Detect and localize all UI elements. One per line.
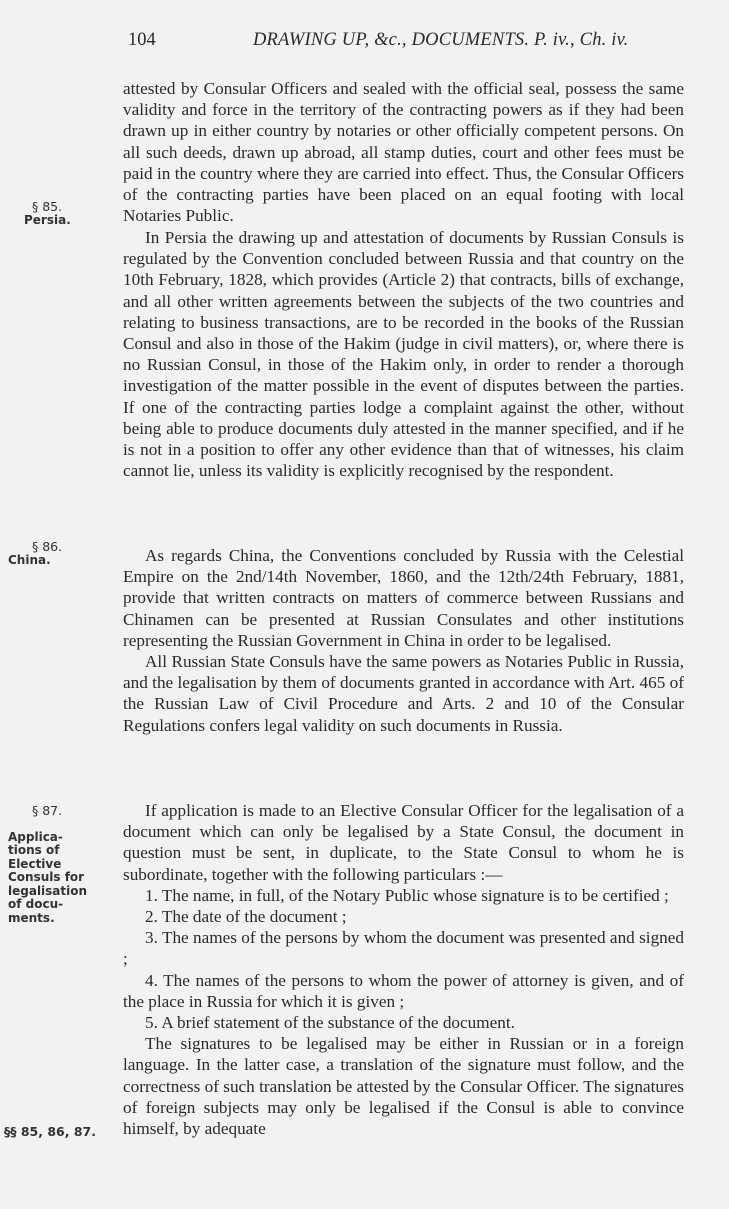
list-item: 3. The names of the persons by whom the document was presented and signed ; bbox=[123, 928, 684, 969]
section-85-text bbox=[123, 227, 684, 481]
margin-section-number: § 86. bbox=[32, 539, 63, 554]
paragraph: attested by Consular Officers and sealed with the official seal, possess the same validity and force in the territory of the contracting powers as if they had been drawn up in either country by notaries or other officially competent persons. On all such deeds, drawn up abroad, all stamp duties, court and other fees must be paid in the country where they are carried into effect. Thus, the Consular Officers of the contracting parties have been placed on an equal footing with local Notaries Public. bbox=[123, 79, 684, 226]
paragraph: In Persia the drawing up and attestation of documents by Russian Consuls is regulated by the Convention concluded between Russia and that country on the 10th February, 1828, which provides (Article 2) that contracts, bills of exchange, and all other written agreements between the subjects of the two countries and relating to business transactions, are to be recorded in the books of the Russian Consul and also in those of the Hakim (judge in civil matters), or, where there is no Russian Consul, in those of the Hakim only, in order to render a thorough investigation of the matter possible in the event of disputes between the parties. If one of the contracting parties lodge a complaint against the other, without being able to produce documents duly attested in the manner specified, and if he is not in a position to offer any other evidence than that of witnesses, his claim cannot lie, unless its validity is explicitly recognised by the respondent. bbox=[123, 228, 684, 481]
running-head: DRAWING UP, &c., DOCUMENTS. P. iv., Ch. iv. bbox=[253, 30, 629, 50]
paragraph: The signatures to be legalised may be either in Russian or in a foreign language. In the latter case, a translation of the signature must follow, and the correctness of such translation be attested by the Consular Officer. The signatures of foreign subjects may only be legalised if the Consul is able to convince himself, by adequate bbox=[123, 1034, 684, 1139]
list-item: 4. The names of the persons to whom the power of attorney is given, and of the place in Russia for which it is given ; bbox=[123, 970, 684, 1011]
paragraph: All Russian State Consuls have the same powers as Notaries Public in Russia, and the legalisation by them of documents granted in accordance with Art. 465 of the Russian Law of Civil Procedure and Arts. 2 and 10 of the Consular Regulations confers legal validity on such documents in Russia. bbox=[123, 652, 684, 735]
section-87-text bbox=[123, 800, 684, 1139]
margin-title: Persia. bbox=[24, 212, 71, 227]
margin-note-86 bbox=[8, 540, 120, 567]
paragraph-continuation bbox=[123, 78, 684, 226]
paragraph: As regards China, the Conventions concluded by Russia with the Celestial Empire on the 2nd/14th November, 1860, and the 12th/24th February, 1881, provide that written contracts on matters of commerce between Russians and Chinamen can be presented at Russian Consulates and other institutions representing the Russian Government in China in order to be legalised. bbox=[123, 546, 684, 650]
page-number: 104 bbox=[128, 30, 156, 50]
section-86-text bbox=[123, 545, 684, 736]
list-item: 5. A brief statement of the substance of the document. bbox=[145, 1013, 515, 1033]
signature-mark: §§ 85, 86, 87. bbox=[4, 1124, 96, 1139]
page-header bbox=[128, 30, 708, 54]
margin-title: Applica- tions of Elective Consuls for legalisation of docu- ments. bbox=[8, 829, 88, 925]
list-item: 2. The date of the document ; bbox=[145, 907, 347, 927]
list-item: 1. The name, in full, of the Notary Public whose signature is to be certified ; bbox=[145, 885, 669, 905]
margin-section-number: § 85. bbox=[32, 199, 63, 214]
margin-title: China. bbox=[8, 552, 51, 567]
margin-note-85 bbox=[8, 200, 120, 227]
margin-section-number: § 87. bbox=[32, 802, 63, 818]
margin-note-87 bbox=[8, 790, 120, 939]
paragraph: If application is made to an Elective Consular Officer for the legalisation of a document which can only be legalised by a State Consul, the document in question must be sent, in duplicate, to the State Consul to whom he is subordinate, together with the following particulars :— bbox=[123, 801, 684, 884]
